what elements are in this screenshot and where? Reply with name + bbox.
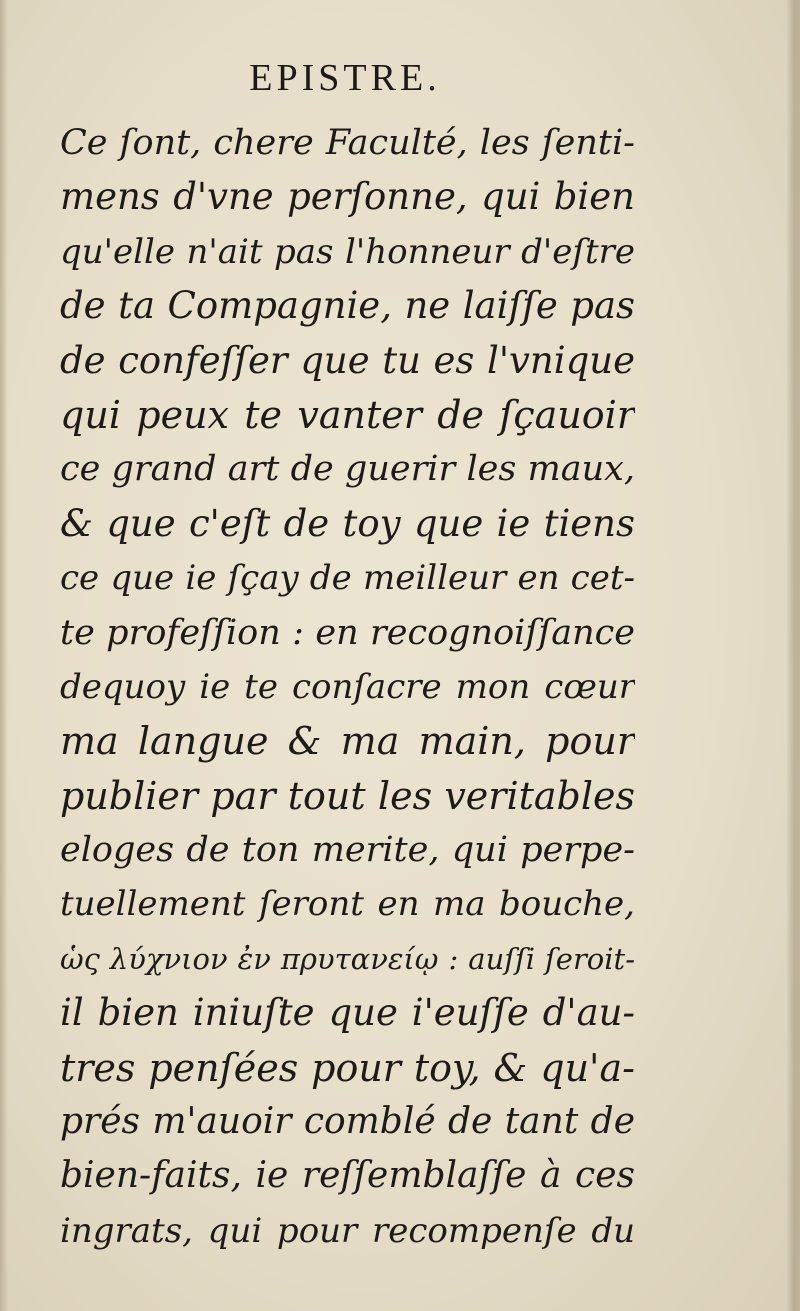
text-line: de ta Compagnie, ne laiſſe pas (60, 284, 635, 328)
text-line: publier par tout les veritables (60, 773, 635, 818)
text-line: dequoy ie te conſacre mon cœur (60, 666, 635, 707)
text-line: ce que ie ſçay de meilleur en cet- (60, 558, 635, 599)
text-line: il bien iniuſte que i'euſſe d'au- (60, 991, 635, 1035)
text-line: ma langue & ma main, pour (60, 719, 635, 764)
text-line: te profeſſion : en recognoiſſance (60, 612, 635, 653)
text-line: bien-faits, ie reſſemblaſſe à ces (60, 1155, 635, 1197)
page-left-edge (0, 0, 8, 1311)
text-line: qui peux te vanter de ſçauoir (60, 392, 635, 437)
running-head: EPISTRE. (249, 57, 441, 99)
text-line: mens d'vne perſonne, qui bien (60, 175, 635, 219)
greek-text-line: ὡς λύχνιον ἐν πρυτανείῳ : auſſi ſeroit- (60, 941, 635, 976)
text-line: tuellement ſeront en ma bouche, (60, 884, 635, 925)
text-line: qu'elle n'ait pas l'honneur d'eſtre (60, 231, 635, 272)
text-line: prés m'auoir comblé de tant de (60, 1101, 635, 1143)
text-line: ce grand art de guerir les maux, (60, 449, 635, 490)
body-text (60, 116, 635, 1258)
page-right-edge (786, 0, 800, 1311)
text-line: Ce ſont, chere Faculté, les ſenti- (60, 123, 635, 163)
text-line: & que c'eſt de toy que ie tiens (60, 501, 635, 545)
text-line: de confeſſer que tu es l'vnique (60, 338, 635, 382)
text-line: ingrats, qui pour recompenſe du (60, 1210, 635, 1251)
text-line: tres penſées pour toy, & qu'a- (60, 1045, 635, 1090)
text-line: eloges de ton merite, qui perpe- (60, 830, 635, 871)
